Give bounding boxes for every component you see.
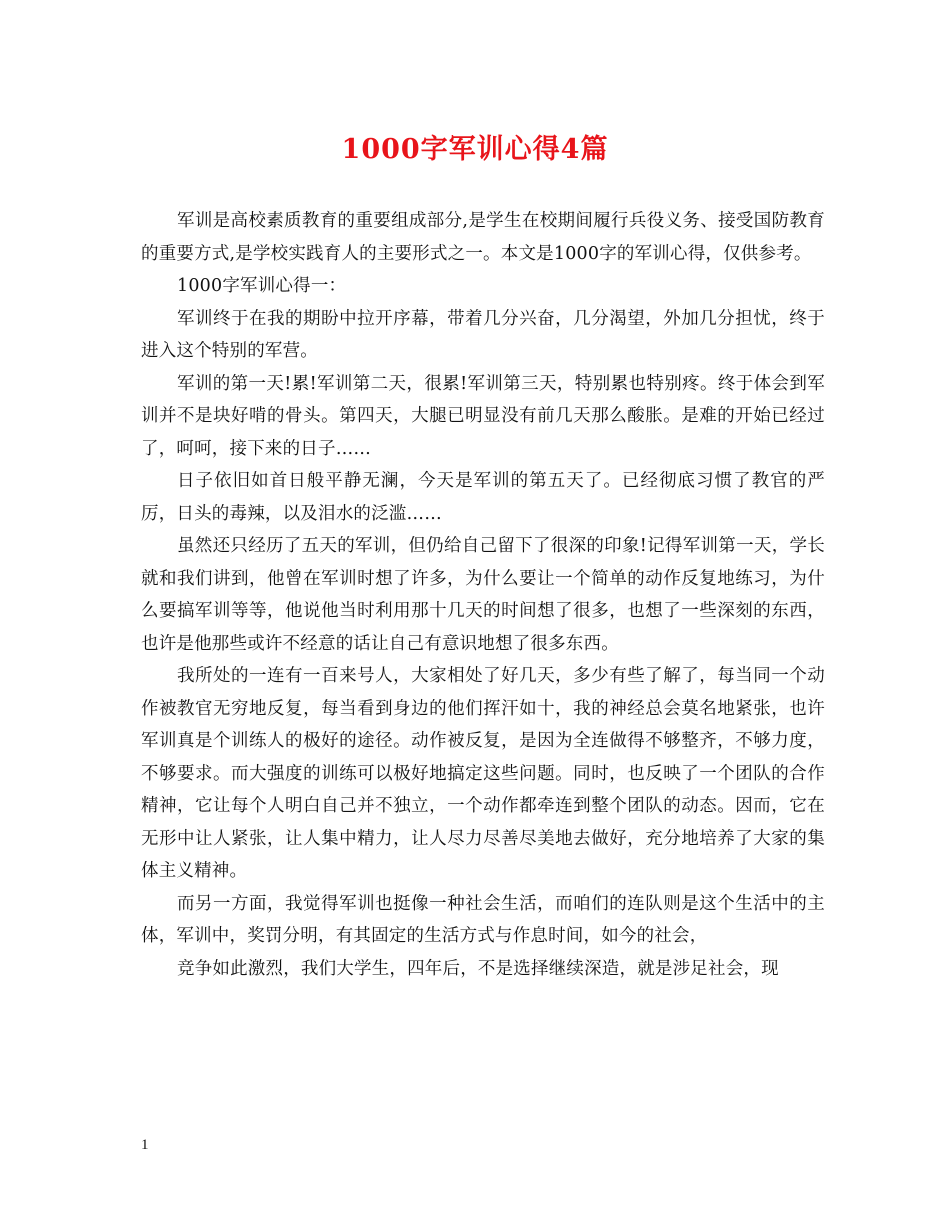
paragraph-intro: 军训是高校素质教育的重要组成部分,是学生在校期间履行兵役义务、接受国防教育的重要方式,是学校实践育人的主要形式之一。本文是1000字的军训心得，仅供参考。	[141, 211, 825, 264]
paragraph: 竞争如此激烈，我们大学生，四年后，不是选择继续深造，就是涉足社会，现	[177, 958, 779, 979]
section-heading-one: 1000字军训心得一：	[177, 276, 347, 296]
paragraph: 而另一方面，我觉得军训也挺像一种社会生活，而咱们的连队则是这个生活中的主体，军训中，奖罚分明，有其固定的生活方式与作息时间，如今的社会，	[141, 893, 825, 946]
document-title: 1000字军训心得4篇	[341, 134, 609, 165]
paragraph: 我所处的一连有一百来号人，大家相处了好几天，多少有些了解了，每当同一个动作被教官无穷地反复，每当看到身边的他们挥汗如十，我的神经总会莫名地紧张，也许军训真是个训练人的极好的途径。动作被反复，是因为全连做得不够整齐，不够力度，不够要求。而大强度的训练可以极好地搞定这些问题。同时，也反映了一个团队的合作精神，它让每个人明白自己并不独立，一个动作都牵连到整个团队的动态。因而，它在无形中让人紧张，让人集中精力，让人尽力尽善尽美地去做好，充分地培养了大家的集体主义精神。	[141, 666, 825, 881]
paragraph: 日子依旧如首日般平静无澜，今天是军训的第五天了。已经彻底习惯了教官的严厉，日头的毒辣，以及泪水的泛滥……	[141, 471, 825, 524]
paragraph: 军训的第一天!累!军训第二天，很累!军训第三天，特别累也特别疼。终于体会到军训并不是块好啃的骨头。第四天，大腿已明显没有前几天那么酸胀。是难的开始已经过了，呵呵，接下来的日子……	[141, 373, 825, 459]
paragraph: 虽然还只经历了五天的军训，但仍给自己留下了很深的印象!记得军训第一天，学长就和我们讲到，他曾在军训时想了许多，为什么要让一个简单的动作反复地练习，为什么要搞军训等等，他说他当时利用那十几天的时间想了很多，也想了一些深刻的东西，也许是他那些或许不经意的话让自己有意识地想了很多东西。	[141, 536, 825, 654]
document-body	[141, 205, 825, 985]
paragraph: 军训终于在我的期盼中拉开序幕，带着几分兴奋，几分渴望，外加几分担忧，终于进入这个特别的军营。	[141, 308, 825, 361]
page-number: 1	[141, 1137, 149, 1153]
